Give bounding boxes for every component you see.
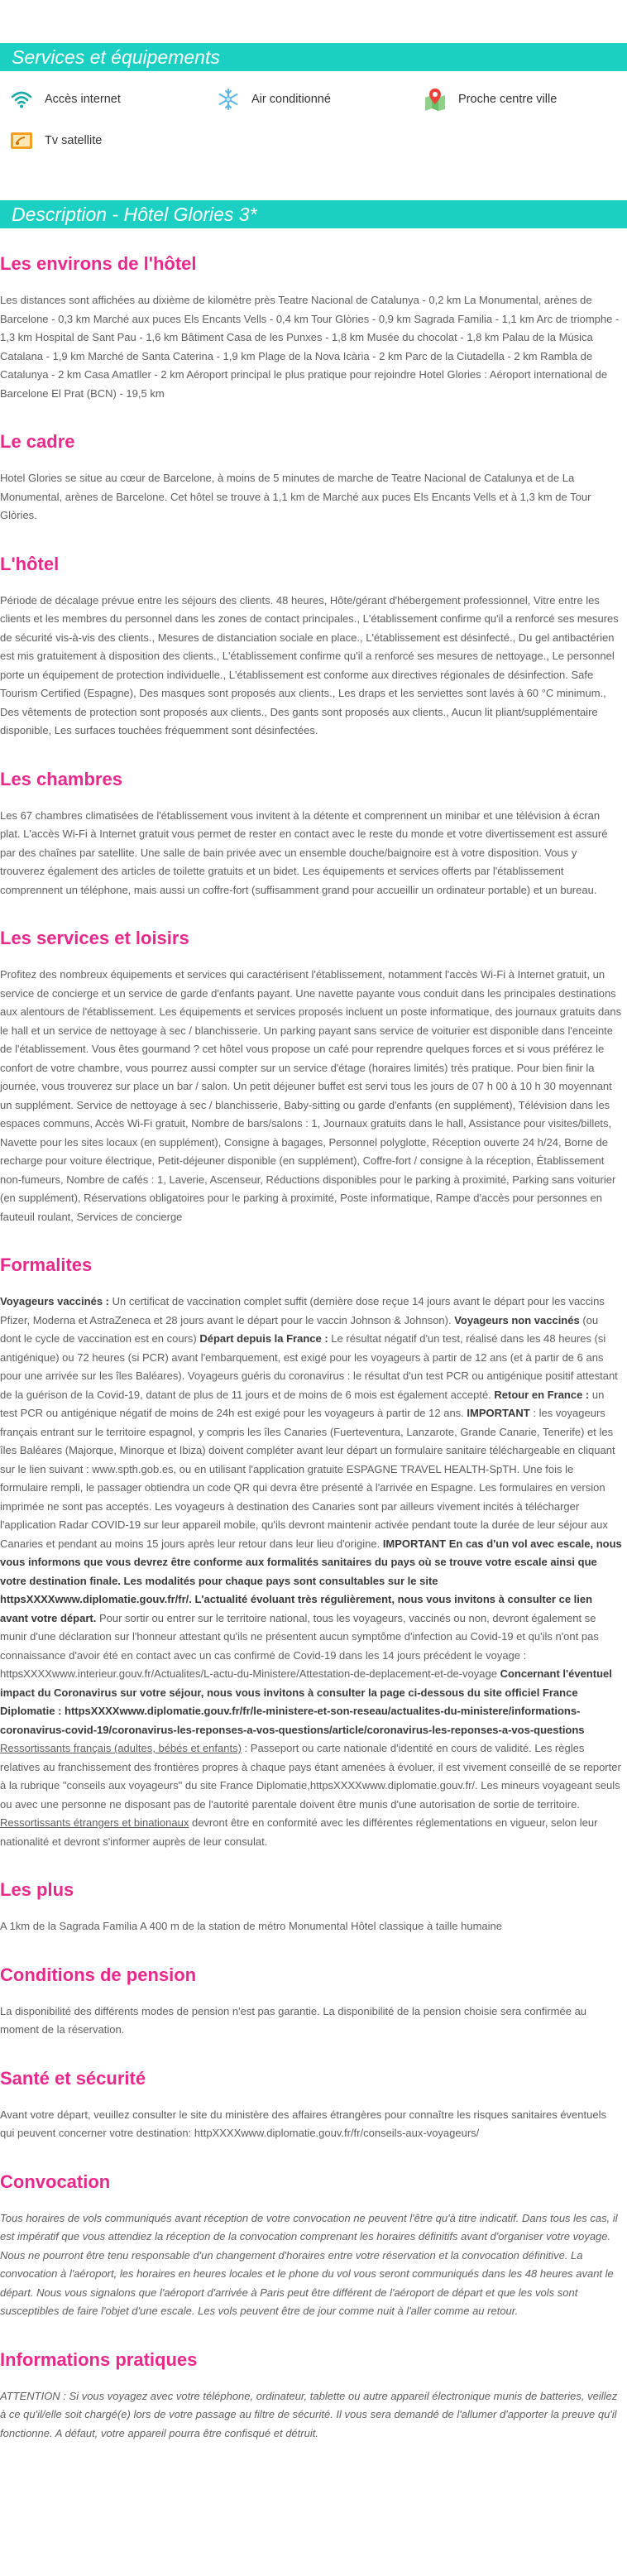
section-pratiques (0, 2349, 627, 2444)
formalites-foreign-nationals-label: Ressortissants étrangers et binationaux (0, 1816, 189, 1829)
page (0, 43, 627, 2443)
section-text: Période de décalage prévue entre les séjours des clients. 48 heures, Hôte/gérant d'hébergement professionnel, Vitre entre les clients et les membres du personnel dans les zones de contact principales., L'établissement confirme qu'il a renforcé ses mesures de sécurité vis-à-vis des clients., Mesures de distanciation sociale en place., L'établissement est désinfecté., Du gel antibactérien est mis gratuitement à disposition des clients., L'établissement confirme qu'il a renforcé ses mesures de nettoyage., Le personnel porte un équipement de protection individuelle., L'établissement est conforme aux directives régionales de désinfection. Safe Tourism Certified (Espagne), Des masques sont proposés aux clients., Les draps et les serviettes sont lavés à 60 °C minimum., Des vêtements de protection sont proposés aux clients., Des gants sont proposés aux clients., Aucun lit pliant/supplémentaire disponible, Les surfaces touchées fréquemment sont désinfectées. (0, 593, 619, 736)
section-text (0, 1293, 625, 1851)
section-text: Profitez des nombreux équipements et services qui caractérisent l'établissement, notamment l'accès Wi-Fi à Internet gratuit, un service de concierge et un service de garde d'enfants payant. Une navette payante vous conduit dans les principales destinations aux alentours de l'établissement. Les équipements et services proposés incluent un poste informatique, des journaux gratuits dans le hall et un service de nettoyage à sec / blanchisserie. Un parking payant sans service de voiturier est disponible dans l'enceinte de l'établissement. Vous êtes gourmand ? cet hôtel vous propose un café pour reprendre quelques forces et si vous préférez le confort de votre chambre, vous pourrez aussi compter sur un service d'étage (horaires limités) très pratique. Pour bien finir la journée, vous trouverez sur place un bar / salon. Un petit déjeuner buffet est servi tous les jours de 07 h 00 à 10 h 30 moyennant un supplément. Service de nettoyage à sec / blanchisserie, Baby-sitting ou garde d'enfants (en supplément), Télévision dans les espaces communs, Accès Wi-Fi gratuit, Nombre de bars/salons : 1, Journaux gratuits dans le hall, Assistance pour visites/billets, Navette pour les sites locaux (en supplément), Consigne à bagages, Personnel polyglotte, Réception ouverte 24 h/24, Borne de recharge pour voiture électrique, Petit-déjeuner disponible (en supplément), Coffre-fort / consigne à la réception, Établissement non-fumeurs, Nombre de cafés : 1, Laverie, Ascenseur, Réductions disponibles pour le parking à proximité, Parking sans voiturier (en supplément), Réservations obligatoires pour le parking à proximité, Poste informatique, Rampe d'accès pour personnes en fauteuil roulant, Services de concierge (0, 968, 622, 1223)
formalites-text: (ou dont le cycle de vaccination est en cours) (0, 1313, 599, 1345)
section-text: ATTENTION : Si vous voyagez avec votre téléphone, ordinateur, tablette ou autre appareil électronique munis de batteries, veillez à ce qu'il/elle soit chargé(e) lors de votre passage au filtre de sécurité. Il vous sera demandé de l'allumer d'apporter la preuve qu'il fonctionne. A défaut, votre appareil pourra être confisqué et détruit. (0, 2389, 618, 2439)
section-cadre (0, 431, 627, 525)
section-text: Tous horaires de vols communiqués avant réception de votre convocation ne peuvent l'être qu'à titre indicatif. Dans tous les cas, il est impératif que vous attendiez la réception de la convocation comprenant les horaires définitifs avant d'organiser votre voyage. Nous ne pourront être tenu responsable d'un changement d'horaires entre votre réservation et la convocation définitive. La convocation à l'aéroport, les horaires en heures locales et le phone du vol vous seront communiqués dans les 48 heures avant le départ. Nous vous signalons que l'aéroport d'arrivée à Paris peut être différent de l'aéroport de départ et que les vols sont susceptibles de faire l'objet d'une escale. Les vols peuvent être de jour comme nuit à l'aller comme au retour. (0, 2211, 618, 2317)
section-pension (0, 1964, 627, 2040)
section-text: Les 67 chambres climatisées de l'établissement vous invitent à la détente et comprennent un minibar et une télévision à écran plat. L'accès Wi-Fi à Internet gratuit vous permet de rester en contact avec le reste du monde et votre divertissement est assuré par des chaînes par satellite. Une salle de bain privée avec un ensemble douche/baignoire est à votre disposition. Vous y trouverez également des articles de toilette gratuits et un bidet. Les équipements et services offerts par l'établissement comprennent un téléphone, mais aussi un coffre-fort (suffisamment grand pour accueillir un ordinateur portable) et un bureau. (0, 808, 608, 896)
equipment-internet (10, 88, 217, 111)
section-title: Les plus (0, 1879, 74, 1900)
section-services-loisirs (0, 928, 627, 1226)
section-chambres (0, 769, 627, 900)
formalites-text: Pour sortir ou entrer sur le territoire national, tous les voyageurs, vaccinés ou non, devront également se munir d'une déclaration sur l'honneur attestant qu'ils ne présentent aucun symptôme d'infection au Covid-19 et qu'ils n'ont pas connaissance d'avoir été en contact avec un cas confirmé de Covid-19 dans les 14 jours précédent le voyage : httpsXXXXwww.interieur.gouv.fr/Actualites/L-actu-du-Ministere/Attestation-de-deplacement-et-de-voyage (0, 1611, 599, 1680)
wifi-icon (10, 88, 33, 111)
section-text: Les distances sont affichées au dixième de kilomètre près Teatre Nacional de Catalunya - 0,2 km La Monumental, arènes de Barcelone - 0,3 km Marché aux puces Els Encants Vells - 0,4 km Tour Glòries - 0,9 km Sagrada Familia - 1,1 km Arc de triomphe - 1,3 km Hospital de Sant Pau - 1,6 km Bâtiment Casa de les Punxes - 1,8 km Musée du chocolat - 1,8 km Palau de la Música Catalana - 1,9 km Marché de Santa Caterina - 1,9 km Plage de la Nova Icària - 2 km Parc de la Ciutadella - 2 km Rambla de Catalunya - 2 km Casa Amatller - 2 km Aéroport principal le plus pratique pour rejoindre Hotel Glories : Aéroport international de Barcelone El Prat (BCN) - 19,5 km (0, 294, 620, 400)
section-title: Convocation (0, 2171, 111, 2192)
section-hotel (0, 554, 627, 741)
section-title: Les services et loisirs (0, 928, 189, 948)
snowflake-icon (217, 88, 240, 111)
section-text: A 1km de la Sagrada Familia A 400 m de la station de métro Monumental Hôtel classique à taille humaine (0, 1920, 503, 1932)
section-title: L'hôtel (0, 553, 60, 574)
section-title: Santé et sécurité (0, 2067, 146, 2089)
section-text: La disponibilité des différents modes de pension n'est pas garantie. La disponibilité de la pension choisie sera confirmée au moment de la réservation. (0, 2004, 587, 2036)
equipment-city-center (424, 88, 622, 111)
section-plus (0, 1879, 627, 1936)
section-formalites (0, 1254, 627, 1851)
formalites-text: : les voyageurs français entrant sur le territoire espagnol, y compris les îles Canaries (Fuerteventura, Lanzarote, Grande Canarie, Tenerife) et les îles Baléares (Majorque, Minorque et Ibiza) doivent compléter avant leur départ un formulaire sanitaire téléchargeable en cliquant sur le lien suivant : www.spth.gob.es, ou en utilisant l'application gratuite ESPAGNE TRAVEL HEALTH-SpTH. Une fois le formulaire rempli, le passager obtiendra un code QR qui devra être présenté à l'arrivée en Espagne. Les formulaires en version imprimée ne sont pas acceptés. Les voyageurs à destination des Canaries sont par ailleurs vivement incités à télécharger l'application Radar COVID-19 sur leur appareil mobile, qu'ils devront maintenir activée pendant toute la durée de leur séjour aux Canaries et pendant au moins 15 jours après leur retour dans leur lieu d'origine. (0, 1407, 615, 1550)
formalites-stopover-warning: IMPORTANT En cas d'un vol avec escale, nous vous informons que vous devrez être conforme aux formalités sanitaires du pays où se trouve votre escale ainsi que votre destination finale. Les modalités pour chaque pays sont consultables sur le site httpsXXXXwww.diplomatie.gouv.fr/fr/. L'actualité évoluant très régulièrement, nous vous invitons à consulter ce lien avant votre départ. (0, 1537, 622, 1624)
description-banner: Description - Hôtel Glories 3* (0, 200, 627, 228)
section-title: Formalites (0, 1254, 93, 1275)
equipment-satellite-tv (10, 129, 217, 152)
formalites-departure-label: Départ depuis la France : (199, 1332, 328, 1345)
section-environs (0, 253, 627, 403)
section-sante (0, 2068, 627, 2143)
formalites-vaccinated-label: Voyageurs vaccinés : (0, 1295, 109, 1307)
formalites-return-label: Retour en France : (494, 1388, 590, 1401)
equipment-label: Air conditionné (251, 93, 331, 106)
section-title: Le cadre (0, 431, 75, 452)
formalites-text: Le résultat négatif d'un test, réalisé dans les 48 heures (si antigénique) ou 72 heures (si PCR) avant l'embarquement, est exigé pour les voyageurs à partir de 12 ans (et à partir de 6 ans pour une arrivée sur les îles Baléares). Voyageurs guéris du coronavirus : le résultat d'un test PCR ou antigénique positif attestant de la guérison de la Covid-19, datant de plus de 11 jours et de moins de 6 mois est également accepté. (0, 1332, 618, 1401)
section-title: Conditions de pension (0, 1964, 197, 1985)
services-banner: Services et équipements (0, 43, 627, 71)
formalites-text: devront être en conformité avec les différentes réglementations en vigueur, selon leur nationalité et devront s'informer auprès de leur consulat. (0, 1816, 598, 1848)
equipment-label: Proche centre ville (458, 93, 558, 106)
formalites-text: un test PCR ou antigénique négatif de moins de 24h est exigé pour les voyageurs à partir de 12 ans. (0, 1388, 605, 1419)
equipment-label: Tv satellite (45, 134, 103, 147)
equipment-label: Accès internet (45, 93, 121, 106)
equipment-list (0, 88, 627, 170)
formalites-text: Un certificat de vaccination complet suffit (dernière dose reçue 14 jours avant le départ pour les vaccins Pfizer, Moderna et AstraZeneca et 28 jours avant le départ pour le vaccin Johnson & Johnson). (0, 1295, 605, 1326)
section-title: Les chambres (0, 768, 122, 789)
equipment-aircon (217, 88, 424, 111)
formalites-important-label: IMPORTANT (467, 1407, 530, 1419)
formalites-unvaccinated-label: Voyageurs non vaccinés (454, 1313, 580, 1326)
formalites-coronavirus-note: Concernant l'éventuel impact du Coronavirus sur votre séjour, nous vous invitons à consulter la page ci-dessous du site officiel France Diplomatie : httpsXXXXwww.diplomatie.gouv.fr/fr/le-ministere-et-son-reseau/actualites-du-ministere/informations-coronavirus-covid-19/coronavirus-les-reponses-a-vos-questions/article/coronavirus-les-reponses-a-vos-questions (0, 1667, 612, 1736)
section-text: Avant votre départ, veuillez consulter le site du ministère des affaires étrangères pour connaître les risques sanitaires éventuels qui peuvent concerner votre destination: httpXXXXwww.diplomatie.gouv.fr/fr/conseils-aux-voyageurs/ (0, 2108, 606, 2139)
formalites-french-nationals-label: Ressortissants français (adultes, bébés et enfants) (0, 1742, 242, 1754)
section-title: Les environs de l'hôtel (0, 253, 197, 274)
section-text: Hotel Glories se situe au cœur de Barcelone, à moins de 5 minutes de marche de Teatre Nacional de Catalunya et de La Monumental, arènes de Barcelone. Cet hôtel se trouve à 1,1 km de Marché aux puces Els Encants Vells et à 1,3 km de Tour Glòries. (0, 472, 591, 521)
section-title: Informations pratiques (0, 2348, 198, 2370)
map-pin-icon (424, 88, 447, 111)
tv-satellite-icon (10, 129, 33, 152)
formalites-text: : Passeport ou carte nationale d'identité en cours de validité. Les règles relatives au franchissement des frontières propres à chaque pays étant amenées à évoluer, il est vivement conseillé de se reporter à la rubrique "conseils aux voyageurs" du site France Diplomatie,httpsXXXXwww.diplomatie.gouv.fr/. Les mineurs voyageant seuls ou avec une personne ne disposant pas de l'autorité parentale doivent être munis d'une autorisation de sortie de territoire. (0, 1742, 621, 1811)
section-convocation (0, 2171, 627, 2321)
